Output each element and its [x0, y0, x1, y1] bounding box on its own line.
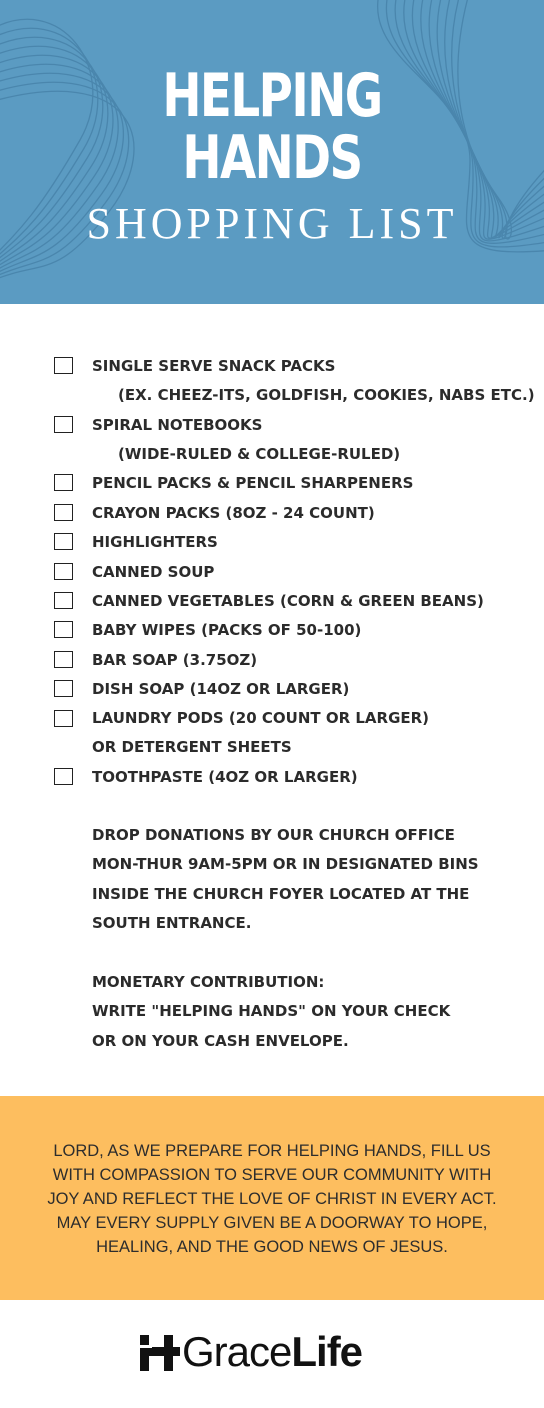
dropoff-line: INSIDE THE CHURCH FOYER LOCATED AT THE [92, 885, 470, 903]
item-detail: (EX. CHEEZ-ITS, GOLDFISH, COOKIES, NABS ETC.) [118, 386, 535, 404]
item-checkbox[interactable] [54, 563, 73, 580]
item-label: CANNED VEGETABLES (CORN & GREEN BEANS) [92, 592, 484, 610]
prayer-box [0, 1096, 544, 1300]
item-checkbox[interactable] [54, 504, 73, 521]
logo-text-regular: Grace [182, 1328, 292, 1375]
logo-wordmark [182, 1330, 362, 1374]
item-label: LAUNDRY PODS (20 COUNT OR LARGER) [92, 709, 430, 727]
title-line-2: HANDS [182, 123, 362, 193]
item-label: DISH SOAP (14OZ OR LARGER) [92, 680, 350, 698]
item-checkbox[interactable] [54, 710, 73, 727]
item-checkbox[interactable] [54, 357, 73, 374]
item-checkbox[interactable] [54, 474, 73, 491]
item-checkbox[interactable] [54, 768, 73, 785]
dropoff-line: MON-THUR 9AM-5PM OR IN DESIGNATED BINS [92, 855, 479, 873]
item-detail: (WIDE-RULED & COLLEGE-RULED) [118, 445, 401, 463]
prayer-line: MAY EVERY SUPPLY GIVEN BE A DOORWAY TO HOPE, [56, 1214, 488, 1232]
monetary-line: MONETARY CONTRIBUTION: [92, 973, 325, 991]
prayer-line: HEALING, AND THE GOOD NEWS OF JESUS. [96, 1238, 448, 1256]
item-detail: OR DETERGENT SHEETS [92, 738, 292, 756]
item-checkbox[interactable] [54, 680, 73, 697]
item-label: BAR SOAP (3.75OZ) [92, 651, 258, 669]
title-line-1: HELPING [162, 61, 382, 131]
monetary-line: WRITE "HELPING HANDS" ON YOUR CHECK [92, 1002, 451, 1020]
logo-text-bold: Life [291, 1328, 363, 1375]
item-label: SPIRAL NOTEBOOKS [92, 416, 263, 434]
item-label: CANNED SOUP [92, 563, 215, 581]
item-label: TOOTHPASTE (4OZ OR LARGER) [92, 768, 358, 786]
item-label: HIGHLIGHTERS [92, 533, 218, 551]
prayer-line: WITH COMPASSION TO SERVE OUR COMMUNITY WITH [52, 1166, 492, 1184]
dropoff-line: SOUTH ENTRANCE. [92, 914, 252, 932]
item-label: BABY WIPES (PACKS OF 50-100) [92, 621, 362, 639]
item-checkbox[interactable] [54, 533, 73, 550]
prayer-line: JOY AND REFLECT THE LOVE OF CHRIST IN EVERY ACT. [47, 1190, 497, 1208]
prayer-line: LORD, AS WE PREPARE FOR HELPING HANDS, FILL US [53, 1142, 491, 1160]
dropoff-line: DROP DONATIONS BY OUR CHURCH OFFICE [92, 826, 455, 844]
item-checkbox[interactable] [54, 416, 73, 433]
item-label: CRAYON PACKS (8OZ - 24 COUNT) [92, 504, 375, 522]
item-checkbox[interactable] [54, 621, 73, 638]
subtitle: SHOPPING LIST [86, 199, 458, 248]
item-checkbox[interactable] [54, 592, 73, 609]
item-label: PENCIL PACKS & PENCIL SHARPENERS [92, 474, 414, 492]
item-label: SINGLE SERVE SNACK PACKS [92, 357, 336, 375]
header-banner [0, 0, 544, 304]
monetary-line: OR ON YOUR CASH ENVELOPE. [92, 1032, 349, 1050]
gracelife-cross-icon [140, 1335, 180, 1371]
item-checkbox[interactable] [54, 651, 73, 668]
